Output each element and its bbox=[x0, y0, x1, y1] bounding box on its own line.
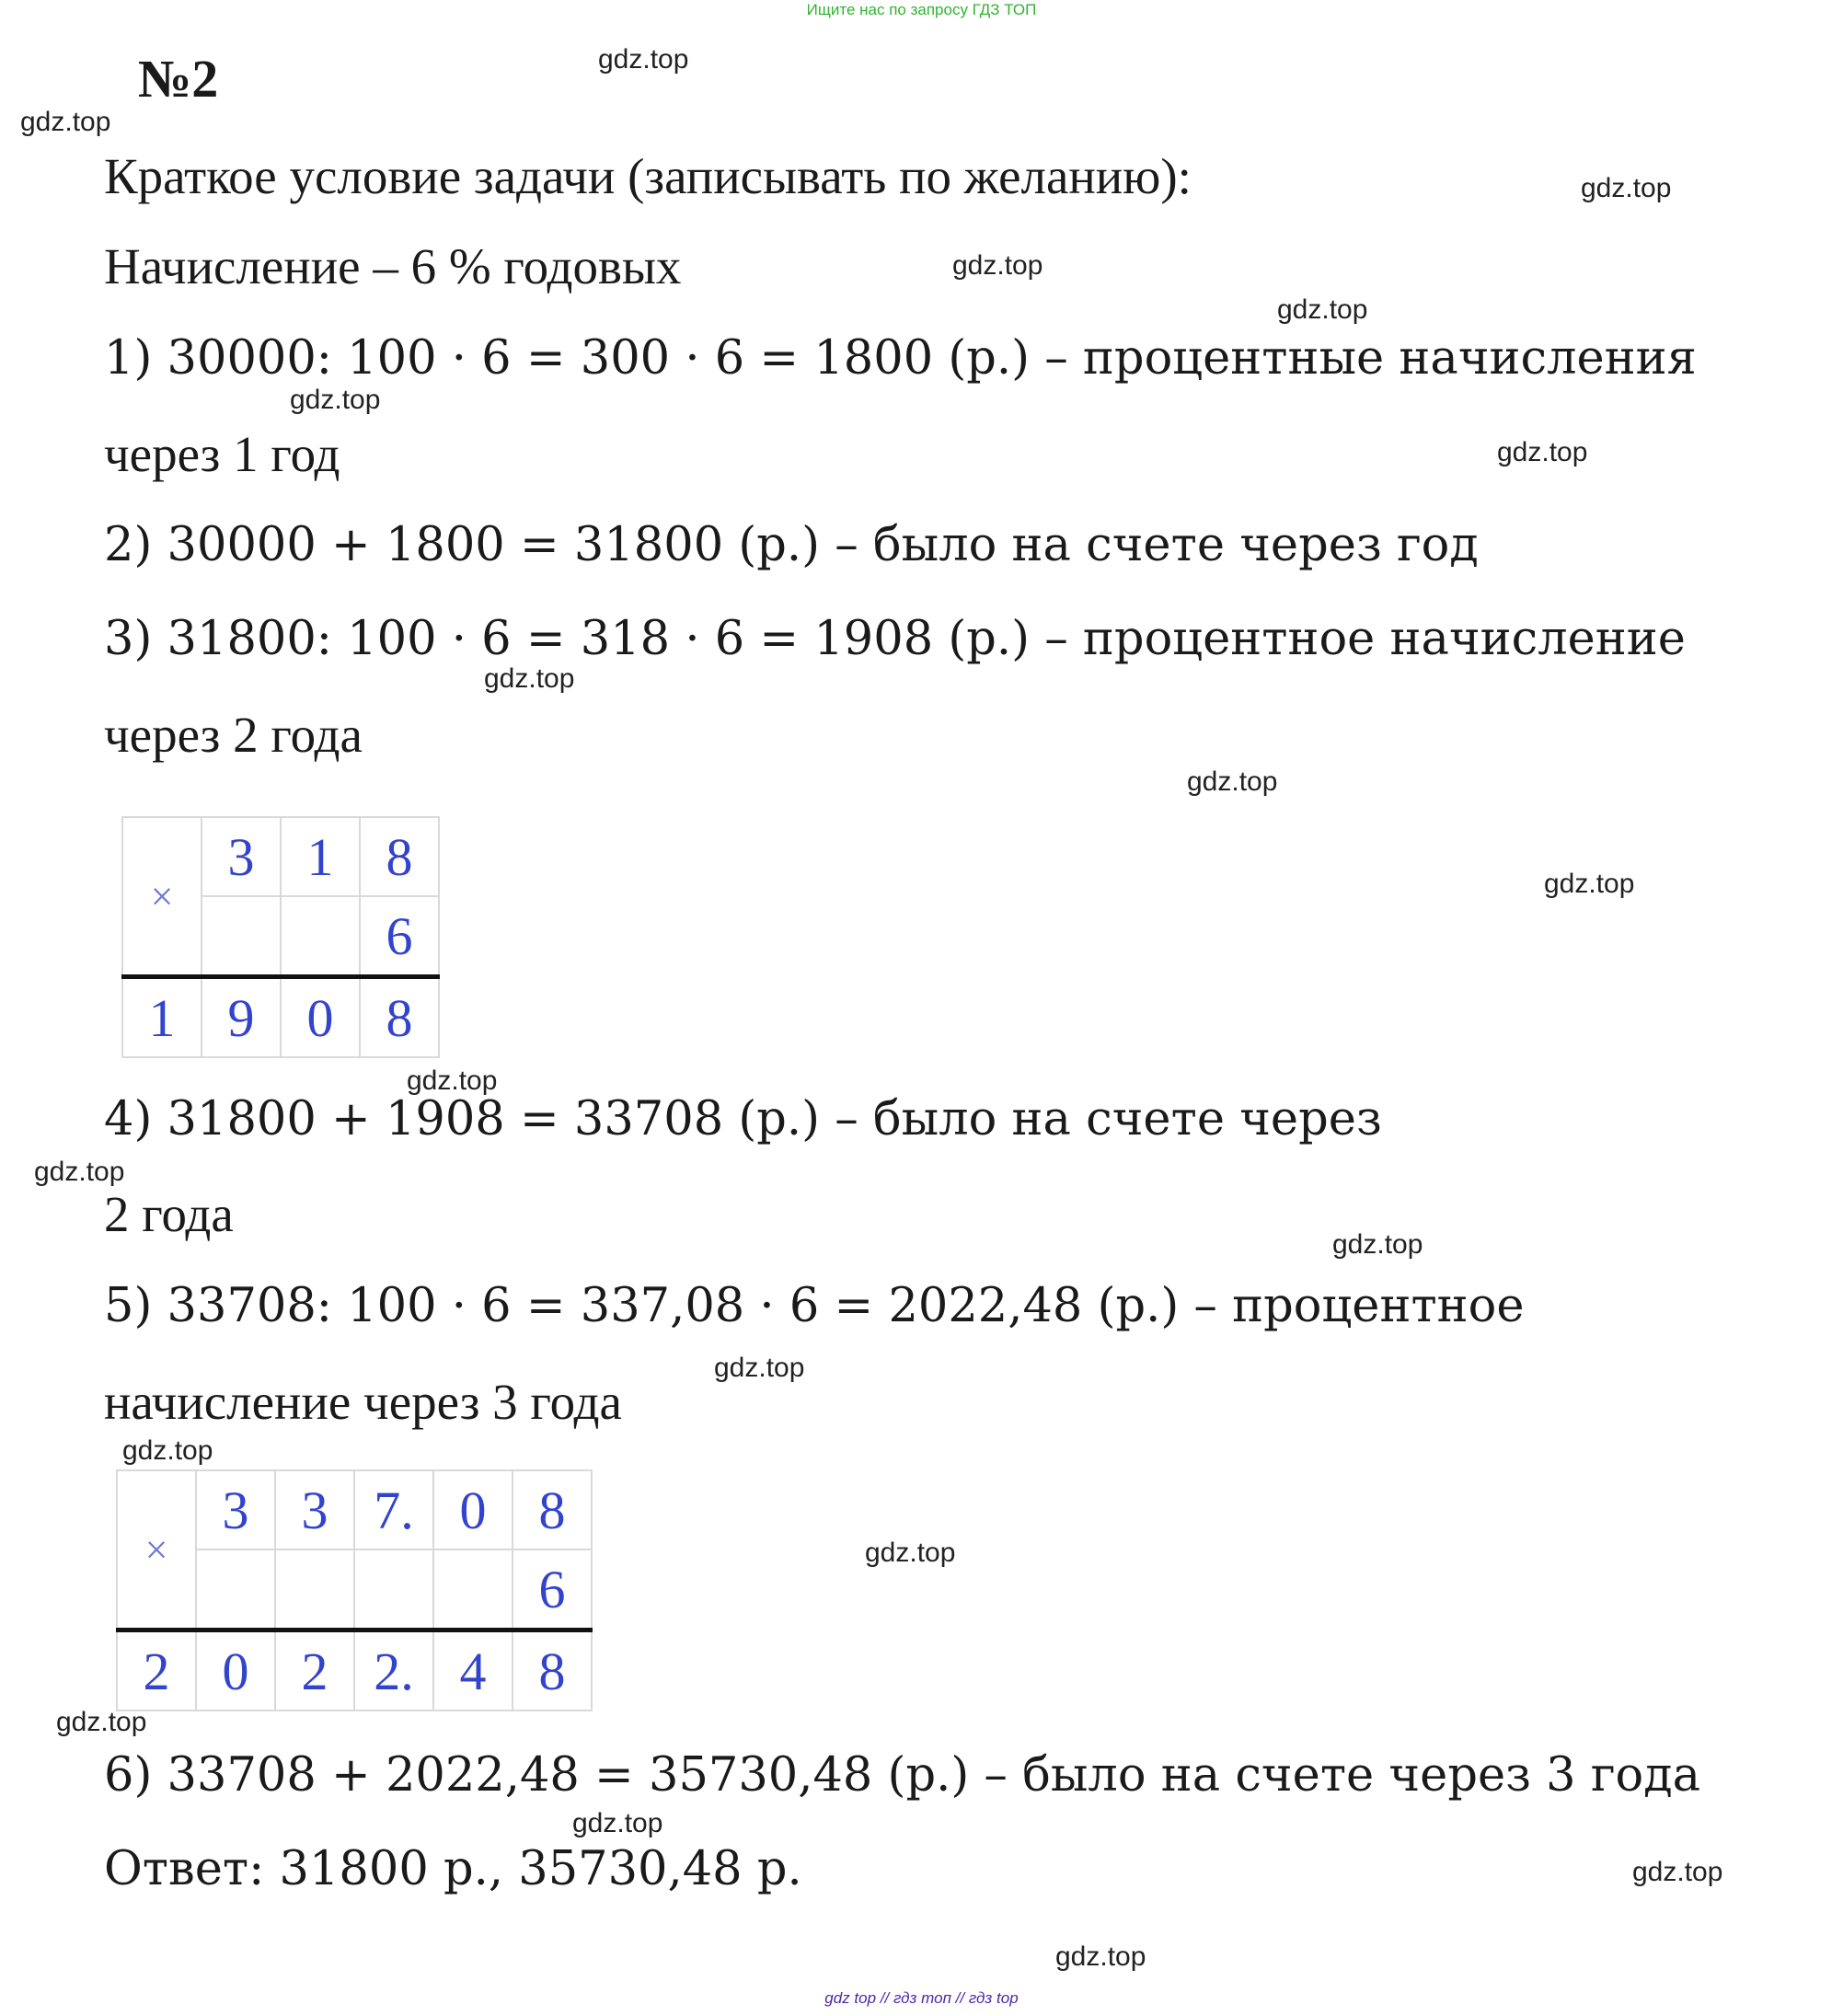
step-1-line-2: через 1 год bbox=[104, 426, 340, 482]
result-digit-cell: 8 bbox=[360, 977, 439, 1058]
result-digit-cell: 2 bbox=[275, 1630, 354, 1711]
watermark: gdz.top bbox=[1544, 869, 1635, 899]
bottom-banner: gdz top // гдз топ // гдз top bbox=[824, 1989, 1019, 2007]
watermark: gdz.top bbox=[598, 44, 689, 75]
watermark: gdz.top bbox=[1277, 294, 1368, 325]
result-digit-cell: 2. bbox=[354, 1630, 433, 1711]
watermark: gdz.top bbox=[56, 1707, 147, 1737]
step-1-line-1: 1) 30000: 100 · 6 = 300 · 6 = 1800 (р.) – процентные начисления bbox=[104, 331, 1697, 386]
watermark: gdz.top bbox=[1055, 1941, 1146, 1972]
digit-cell: 8 bbox=[360, 817, 439, 896]
step-5-line-1: 5) 33708: 100 · 6 = 337,08 · 6 = 2022,48 (р.) – процентное bbox=[104, 1279, 1525, 1333]
result-digit-cell: 0 bbox=[281, 977, 360, 1058]
watermark: gdz.top bbox=[1581, 173, 1672, 203]
digit-cell: 0 bbox=[433, 1470, 513, 1549]
watermark: gdz.top bbox=[122, 1435, 213, 1466]
multiply-sign: × bbox=[117, 1470, 196, 1630]
digit-cell: 3 bbox=[196, 1470, 275, 1549]
watermark: gdz.top bbox=[714, 1353, 805, 1383]
digit-cell: 6 bbox=[513, 1549, 592, 1630]
multiplication-table-2 bbox=[116, 1469, 593, 1711]
step-4-line-2: 2 года bbox=[104, 1186, 234, 1242]
result-digit-cell: 8 bbox=[513, 1630, 592, 1711]
multiply-sign: × bbox=[122, 817, 202, 977]
digit-cell: 3 bbox=[202, 817, 281, 896]
digit-cell bbox=[354, 1549, 433, 1630]
result-digit-cell: 4 bbox=[433, 1630, 513, 1711]
watermark: gdz.top bbox=[20, 107, 111, 137]
digit-cell: 8 bbox=[513, 1470, 592, 1549]
watermark: gdz.top bbox=[407, 1066, 498, 1096]
step-6: 6) 33708 + 2022,48 = 35730,48 (р.) – было на счете через 3 года bbox=[104, 1748, 1701, 1803]
condition-rate: Начисление – 6 % годовых bbox=[104, 238, 682, 294]
step-3-line-2: через 2 года bbox=[104, 707, 363, 763]
digit-cell: 6 bbox=[360, 896, 439, 977]
answer: Ответ: 31800 р., 35730,48 р. bbox=[104, 1842, 802, 1896]
watermark: gdz.top bbox=[952, 250, 1043, 281]
result-digit-cell: 2 bbox=[117, 1630, 196, 1711]
digit-cell bbox=[433, 1549, 513, 1630]
watermark: gdz.top bbox=[34, 1157, 125, 1187]
step-5-line-2: начисление через 3 года bbox=[104, 1374, 622, 1430]
multiplication-table-1 bbox=[121, 816, 440, 1058]
watermark: gdz.top bbox=[1187, 766, 1278, 797]
digit-cell: 3 bbox=[275, 1470, 354, 1549]
watermark: gdz.top bbox=[290, 385, 381, 415]
task-number: №2 bbox=[138, 49, 219, 109]
watermark: gdz.top bbox=[1332, 1229, 1423, 1260]
condition-heading: Краткое условие задачи (записывать по желанию): bbox=[104, 148, 1192, 204]
step-4-line-1: 4) 31800 + 1908 = 33708 (р.) – было на счете через bbox=[104, 1092, 1382, 1146]
digit-cell: 7. bbox=[354, 1470, 433, 1549]
result-digit-cell: 1 bbox=[122, 977, 202, 1058]
step-3-line-1: 3) 31800: 100 · 6 = 318 · 6 = 1908 (р.) – процентное начисление bbox=[104, 612, 1686, 666]
watermark: gdz.top bbox=[572, 1808, 663, 1838]
top-banner: Ищите нас по запросу ГДЗ ТОП bbox=[806, 1, 1037, 18]
watermark: gdz.top bbox=[865, 1538, 956, 1568]
digit-cell bbox=[202, 896, 281, 977]
digit-cell: 1 bbox=[281, 817, 360, 896]
digit-cell bbox=[275, 1549, 354, 1630]
digit-cell bbox=[281, 896, 360, 977]
result-digit-cell: 0 bbox=[196, 1630, 275, 1711]
digit-cell bbox=[196, 1549, 275, 1630]
step-2: 2) 30000 + 1800 = 31800 (р.) – было на счете через год bbox=[104, 518, 1479, 572]
result-digit-cell: 9 bbox=[202, 977, 281, 1058]
watermark: gdz.top bbox=[484, 663, 575, 694]
watermark: gdz.top bbox=[1632, 1857, 1723, 1887]
watermark: gdz.top bbox=[1497, 437, 1588, 467]
